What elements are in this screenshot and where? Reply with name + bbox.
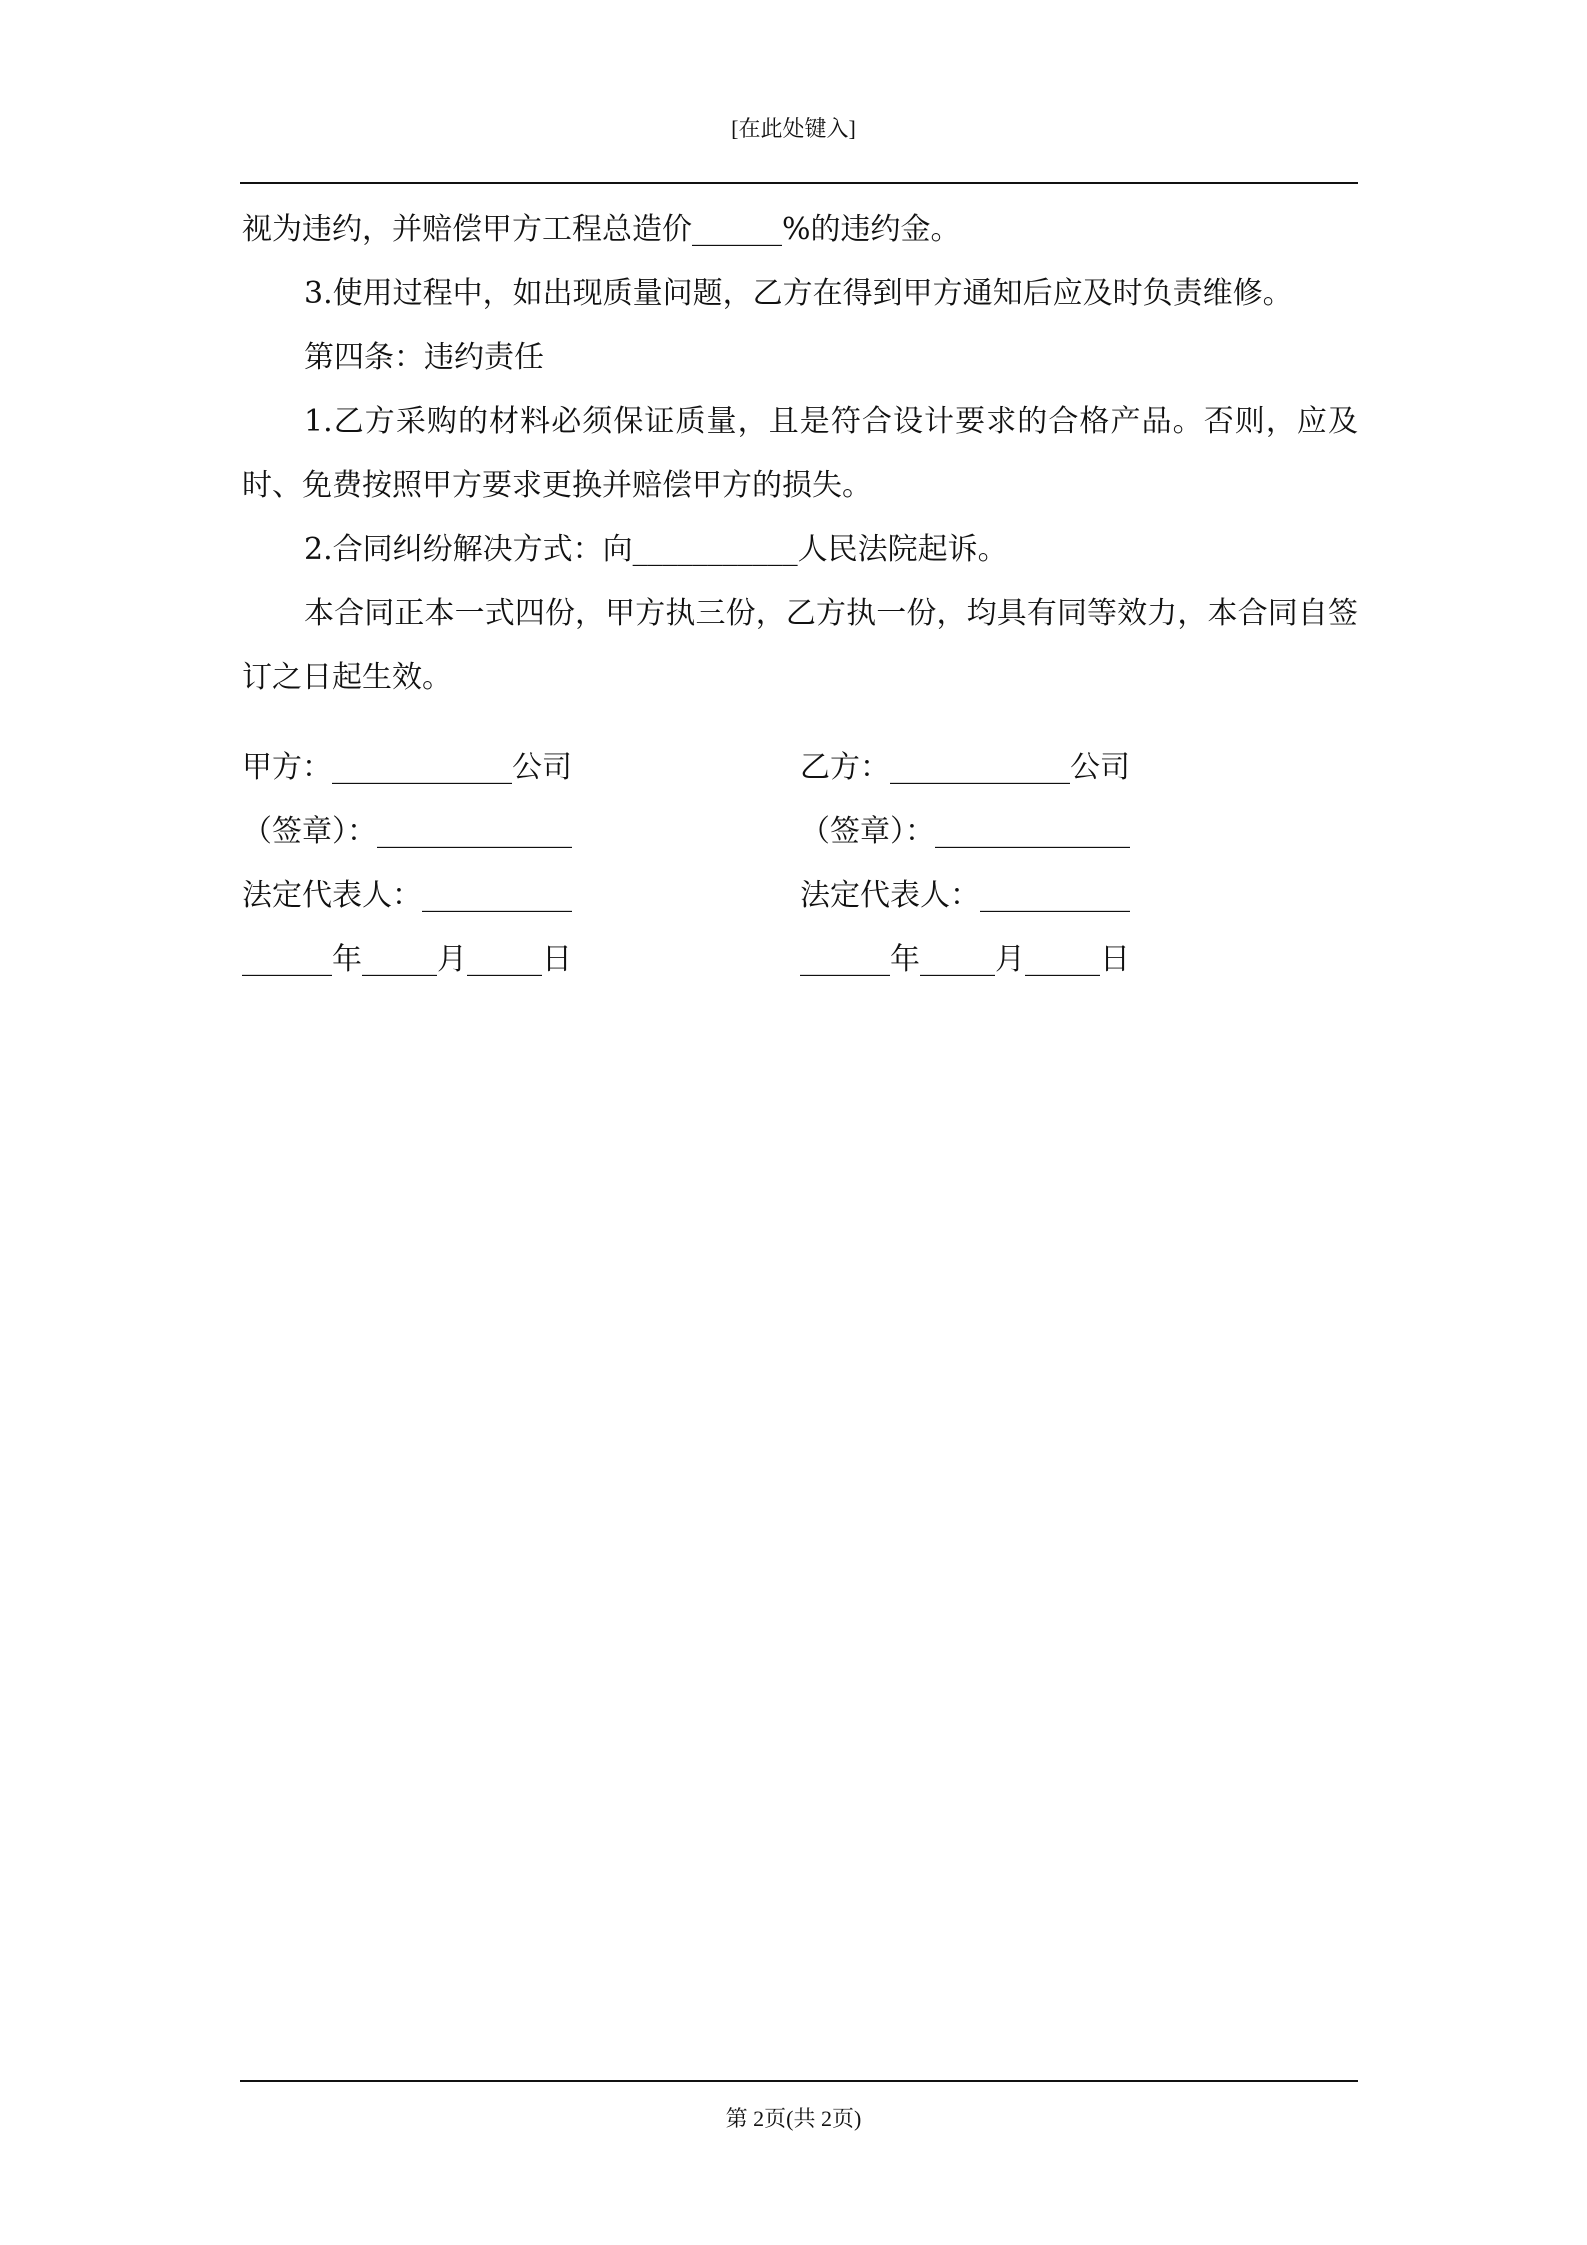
- party-b-company-line: 乙方：____________公司: [800, 750, 1130, 785]
- paragraph-copies-validity: 本合同正本一式四份，甲方执三份，乙方执一份，均具有同等效力，本合同自签订之日起生效。: [242, 596, 1358, 695]
- footer-rule: [240, 2080, 1358, 2082]
- section-heading-article-4: 第四条：违约责任: [304, 340, 544, 375]
- party-b-date-line: ______年_____月_____日: [800, 942, 1130, 977]
- party-a-date-line: ______年_____月_____日: [242, 942, 572, 977]
- header-rule: [240, 182, 1358, 184]
- party-b-representative-line: 法定代表人：__________: [800, 878, 1130, 913]
- signature-block: [242, 736, 1358, 996]
- document-body: [242, 198, 1358, 710]
- party-b-signature: [800, 736, 1360, 992]
- paragraph-penalty-continuation: 视为违约，并赔偿甲方工程总造价______%的违约金。: [242, 212, 961, 247]
- page-number: 第 2页(共 2页): [725, 2106, 862, 2131]
- party-a-representative-line: 法定代表人：__________: [242, 878, 572, 913]
- paragraph-clause-3-maintenance: 3.使用过程中，如出现质量问题，乙方在得到甲方通知后应及时负责维修。: [304, 276, 1293, 311]
- paragraph-clause-2-disputes: 2.合同纠纷解决方式：向___________人民法院起诉。: [304, 532, 1008, 567]
- party-a-seal-line: （签章）：_____________: [242, 814, 572, 849]
- page-header: [在此处键入]: [731, 116, 856, 141]
- party-a-company-line: 甲方：____________公司: [242, 750, 572, 785]
- party-a-signature: [242, 736, 802, 992]
- party-b-seal-line: （签章）：_____________: [800, 814, 1130, 849]
- paragraph-clause-1-materials: 1.乙方采购的材料必须保证质量，且是符合设计要求的合格产品。否则，应及时、免费按照甲方要求更换并赔偿甲方的损失。: [242, 404, 1358, 503]
